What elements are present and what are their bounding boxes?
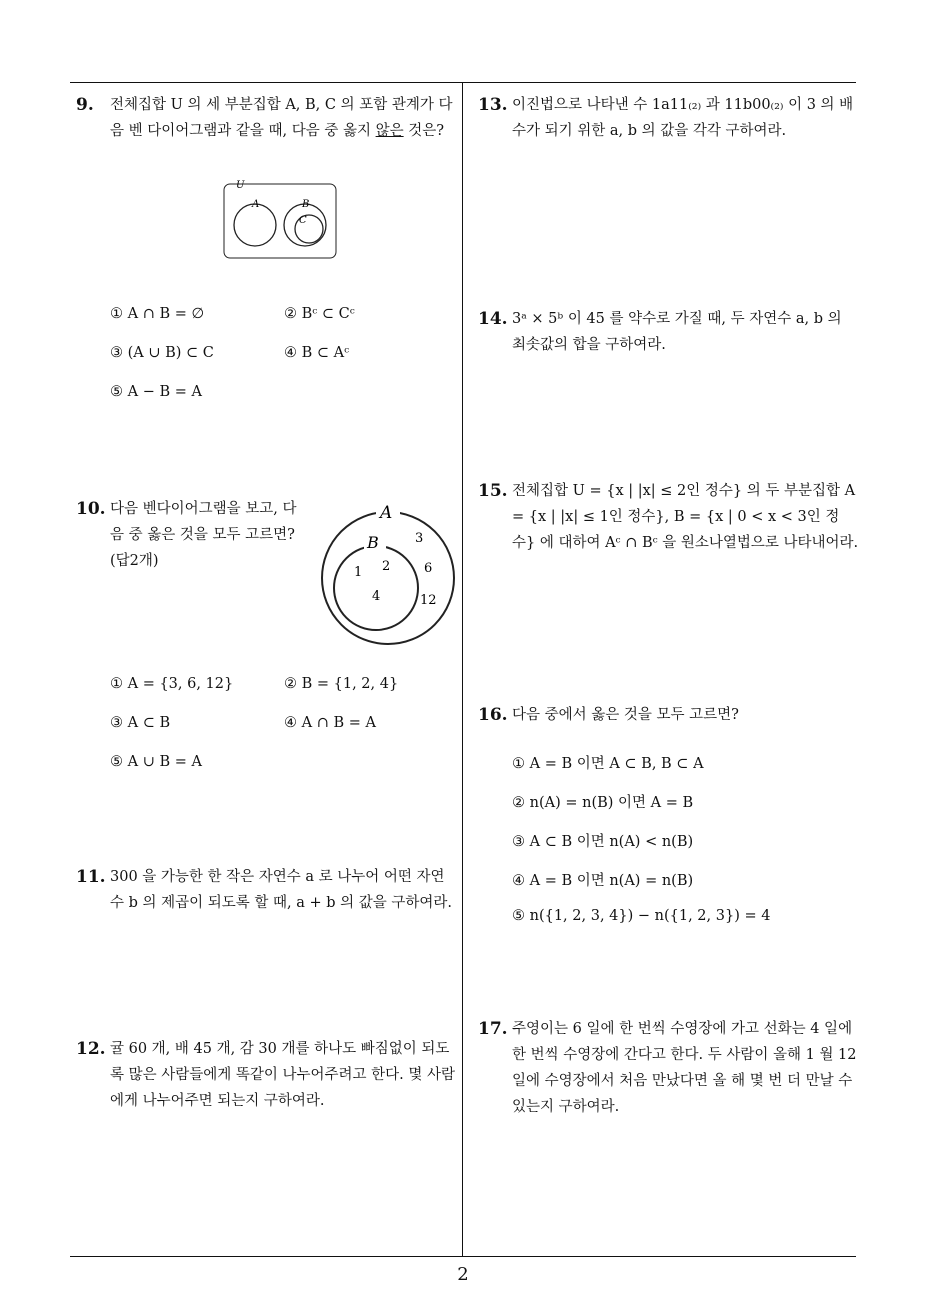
venn-diagram-q10	[318, 498, 460, 648]
question-number: 13.	[478, 95, 508, 115]
page-number: 2	[457, 1264, 469, 1285]
question-number: 9.	[76, 95, 94, 115]
set-a-label: A	[252, 199, 260, 210]
question-text: 3ᵃ × 5ᵇ 이 45 를 약수로 가질 때, 두 자연수 a, b 의 최솟값의 합을 구하여라.	[512, 311, 842, 353]
choice-4[interactable]: ④ B ⊂ Aᶜ	[284, 345, 350, 361]
question-text: 전체집합 U 의 세 부분집합 A, B, C 의 포함 관계가 다음 벤 다이어그램과 같을 때, 다음 중 옳지 않은 것은?	[110, 97, 453, 139]
question-9	[76, 92, 456, 144]
question-12	[76, 1036, 456, 1114]
choice-3[interactable]: ③ (A ∪ B) ⊂ C	[110, 345, 214, 361]
question-text: 귤 60 개, 배 45 개, 감 30 개를 하나도 빠짐없이 되도록 많은 사람들에게 똑같이 나누어주려고 한다. 몇 사람에게 나누어주면 되는지 구하여라.	[110, 1041, 456, 1109]
set-a-label: A	[380, 503, 393, 523]
question-number: 11.	[76, 867, 106, 887]
choice-3[interactable]: ③ A ⊂ B 이면 n(A) < n(B)	[512, 834, 694, 850]
set-b-label: B	[302, 199, 310, 210]
element-2: 2	[382, 559, 391, 574]
question-number: 10.	[76, 499, 106, 519]
question-10	[76, 496, 302, 574]
element-12: 12	[420, 593, 437, 608]
question-text: 전체집합 U = {x | |x| ≤ 2인 정수} 의 두 부분집합 A = {x | |x| ≤ 1인 정수}, B = {x | 0 < x < 3인 정수} 에 대하여 Aᶜ ∩ Bᶜ 을 원소나열법으로 나타내어라.	[512, 483, 859, 551]
element-4: 4	[372, 589, 381, 604]
choice-5[interactable]: ⑤ A ∪ B = A	[110, 754, 202, 770]
venn-diagram-q9	[222, 178, 338, 262]
question-13	[478, 92, 860, 144]
choice-2[interactable]: ② n(A) = n(B) 이면 A = B	[512, 795, 694, 811]
question-16	[478, 702, 860, 728]
choice-1[interactable]: ① A = {3, 6, 12}	[110, 676, 234, 692]
question-number: 12.	[76, 1039, 106, 1059]
question-number: 17.	[478, 1019, 508, 1039]
choice-5[interactable]: ⑤ n({1, 2, 3, 4}) − n({1, 2, 3}) = 4	[512, 908, 771, 924]
set-c-label: C	[299, 215, 307, 226]
choice-1[interactable]: ① A ∩ B = ∅	[110, 306, 205, 322]
choice-3[interactable]: ③ A ⊂ B	[110, 715, 171, 731]
question-text: 300 을 가능한 한 작은 자연수 a 로 나누어 어떤 자연수 b 의 제곱이 되도록 할 때, a + b 의 값을 구하여라.	[110, 869, 453, 911]
element-3: 3	[415, 531, 424, 546]
question-15	[478, 478, 860, 556]
question-text: 다음 벤다이어그램을 보고, 다음 중 옳은 것을 모두 고르면? (답2개)	[110, 501, 297, 569]
universal-label: U	[236, 180, 245, 191]
question-14	[478, 306, 860, 358]
question-text: 다음 중에서 옳은 것을 모두 고르면?	[512, 707, 739, 723]
element-1: 1	[354, 565, 363, 580]
choice-4[interactable]: ④ A = B 이면 n(A) = n(B)	[512, 873, 694, 889]
choice-2[interactable]: ② B = {1, 2, 4}	[284, 676, 399, 692]
question-number: 14.	[478, 309, 508, 329]
choice-4[interactable]: ④ A ∩ B = A	[284, 715, 376, 731]
circle-b	[334, 546, 418, 630]
column-divider	[462, 82, 463, 1256]
circle-a	[234, 204, 276, 246]
choice-5[interactable]: ⑤ A − B = A	[110, 384, 202, 400]
question-text: 주영이는 6 일에 한 번씩 수영장에 가고 선화는 4 일에 한 번씩 수영장에 간다고 한다. 두 사람이 올해 1 월 12 일에 수영장에서 처음 만났다면 올 해 몇 번 더 만날 수 있는지 구하여라.	[512, 1021, 857, 1115]
top-rule	[70, 82, 856, 83]
circle-a	[322, 512, 454, 644]
question-17	[478, 1016, 860, 1120]
set-b-label: B	[367, 533, 379, 552]
question-number: 15.	[478, 481, 508, 501]
element-6: 6	[424, 561, 433, 576]
question-number: 16.	[478, 705, 508, 725]
choice-2[interactable]: ② Bᶜ ⊂ Cᶜ	[284, 306, 355, 322]
bottom-rule	[70, 1256, 856, 1257]
question-text: 이진법으로 나타낸 수 1a11₍₂₎ 과 11b00₍₂₎ 이 3 의 배수가 되기 위한 a, b 의 값을 각각 구하여라.	[512, 97, 854, 139]
question-11	[76, 864, 456, 916]
choice-1[interactable]: ① A = B 이면 A ⊂ B, B ⊂ A	[512, 756, 704, 772]
